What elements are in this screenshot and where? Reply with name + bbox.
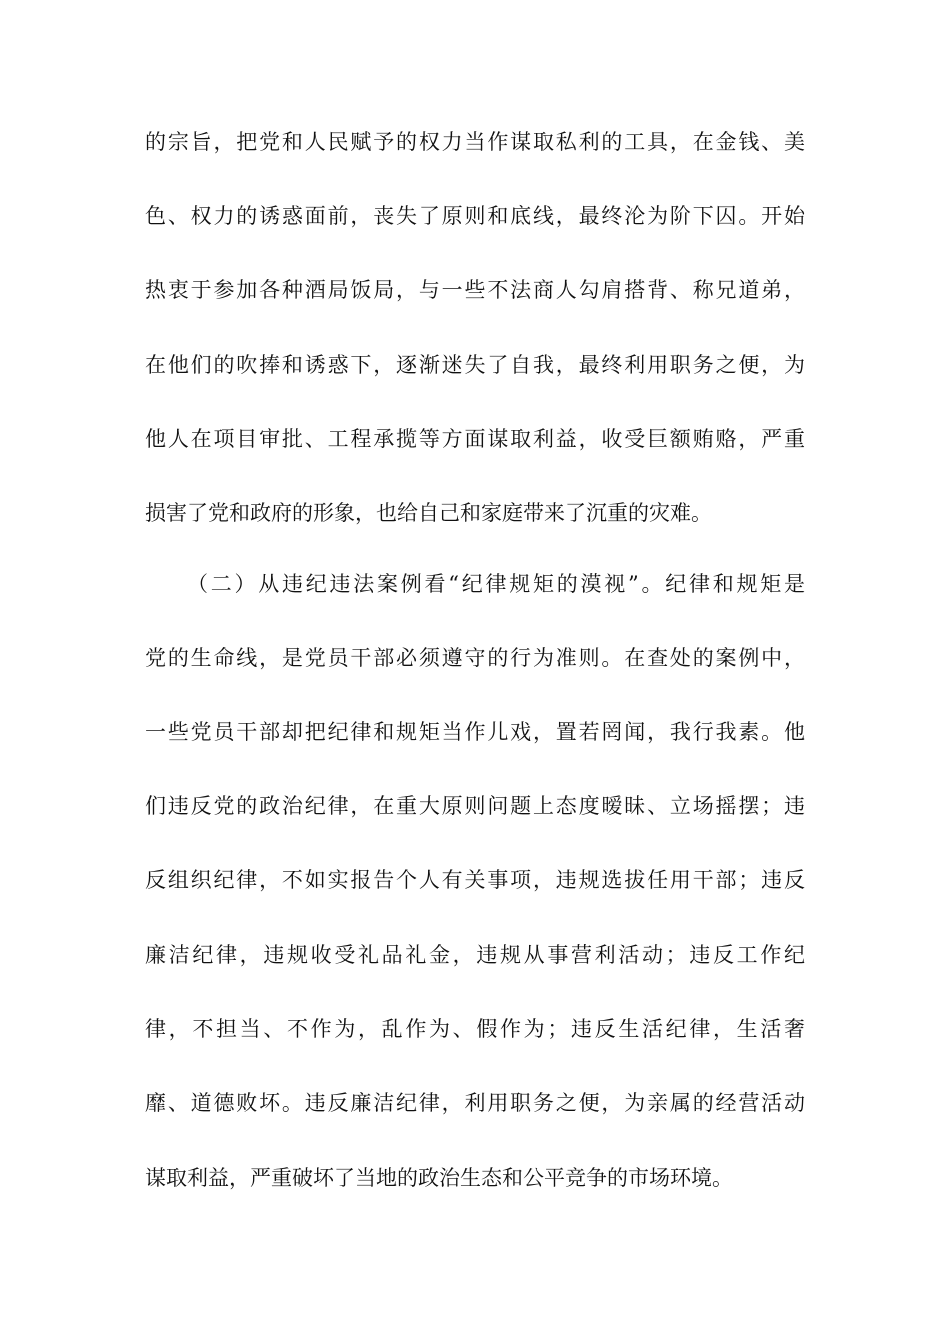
text-line: 损害了党和政府的形象，也给自己和家庭带来了沉重的灾难。 [145, 501, 712, 525]
text-line: 律，不担当、不作为，乱作为、假作为；违反生活纪律，生活奢 [145, 1017, 805, 1041]
text-line: 谋取利益，严重破坏了当地的政治生态和公平竞争的市场环境。 [145, 1166, 733, 1190]
text-line: 色、权力的诱惑面前，丧失了原则和底线，最终沦为阶下囚。开始 [145, 204, 805, 228]
text-line: 们违反党的政治纪律，在重大原则问题上态度暧昧、立场摇摆；违 [145, 794, 805, 818]
text-line: 在他们的吹捧和诱惑下，逐渐迷失了自我，最终利用职务之便，为 [145, 353, 805, 377]
text-line: 热衷于参加各种酒局饭局，与一些不法商人勾肩搭背、称兄道弟， [145, 278, 805, 302]
text-line: 廉洁纪律，违规收受礼品礼金，违规从事营利活动；违反工作纪 [145, 943, 805, 967]
text-line: 靡、道德败坏。违反廉洁纪律，利用职务之便，为亲属的经营活动 [145, 1091, 805, 1115]
section-heading-line: （二）从违纪违法案例看“纪律规矩的漠视”。纪律和规矩是 [187, 572, 805, 596]
text-line: 的宗旨，把党和人民赋予的权力当作谋取私利的工具，在金钱、美 [145, 130, 805, 154]
text-line: 他人在项目审批、工程承揽等方面谋取利益，收受巨额贿赂，严重 [145, 427, 805, 451]
text-line: 反组织纪律，不如实报告个人有关事项，违规选拔任用干部；违反 [145, 868, 805, 892]
text-line: 一些党员干部却把纪律和规矩当作儿戏，置若罔闻，我行我素。他 [145, 720, 805, 744]
text-line: 党的生命线，是党员干部必须遵守的行为准则。在查处的案例中， [145, 646, 805, 670]
